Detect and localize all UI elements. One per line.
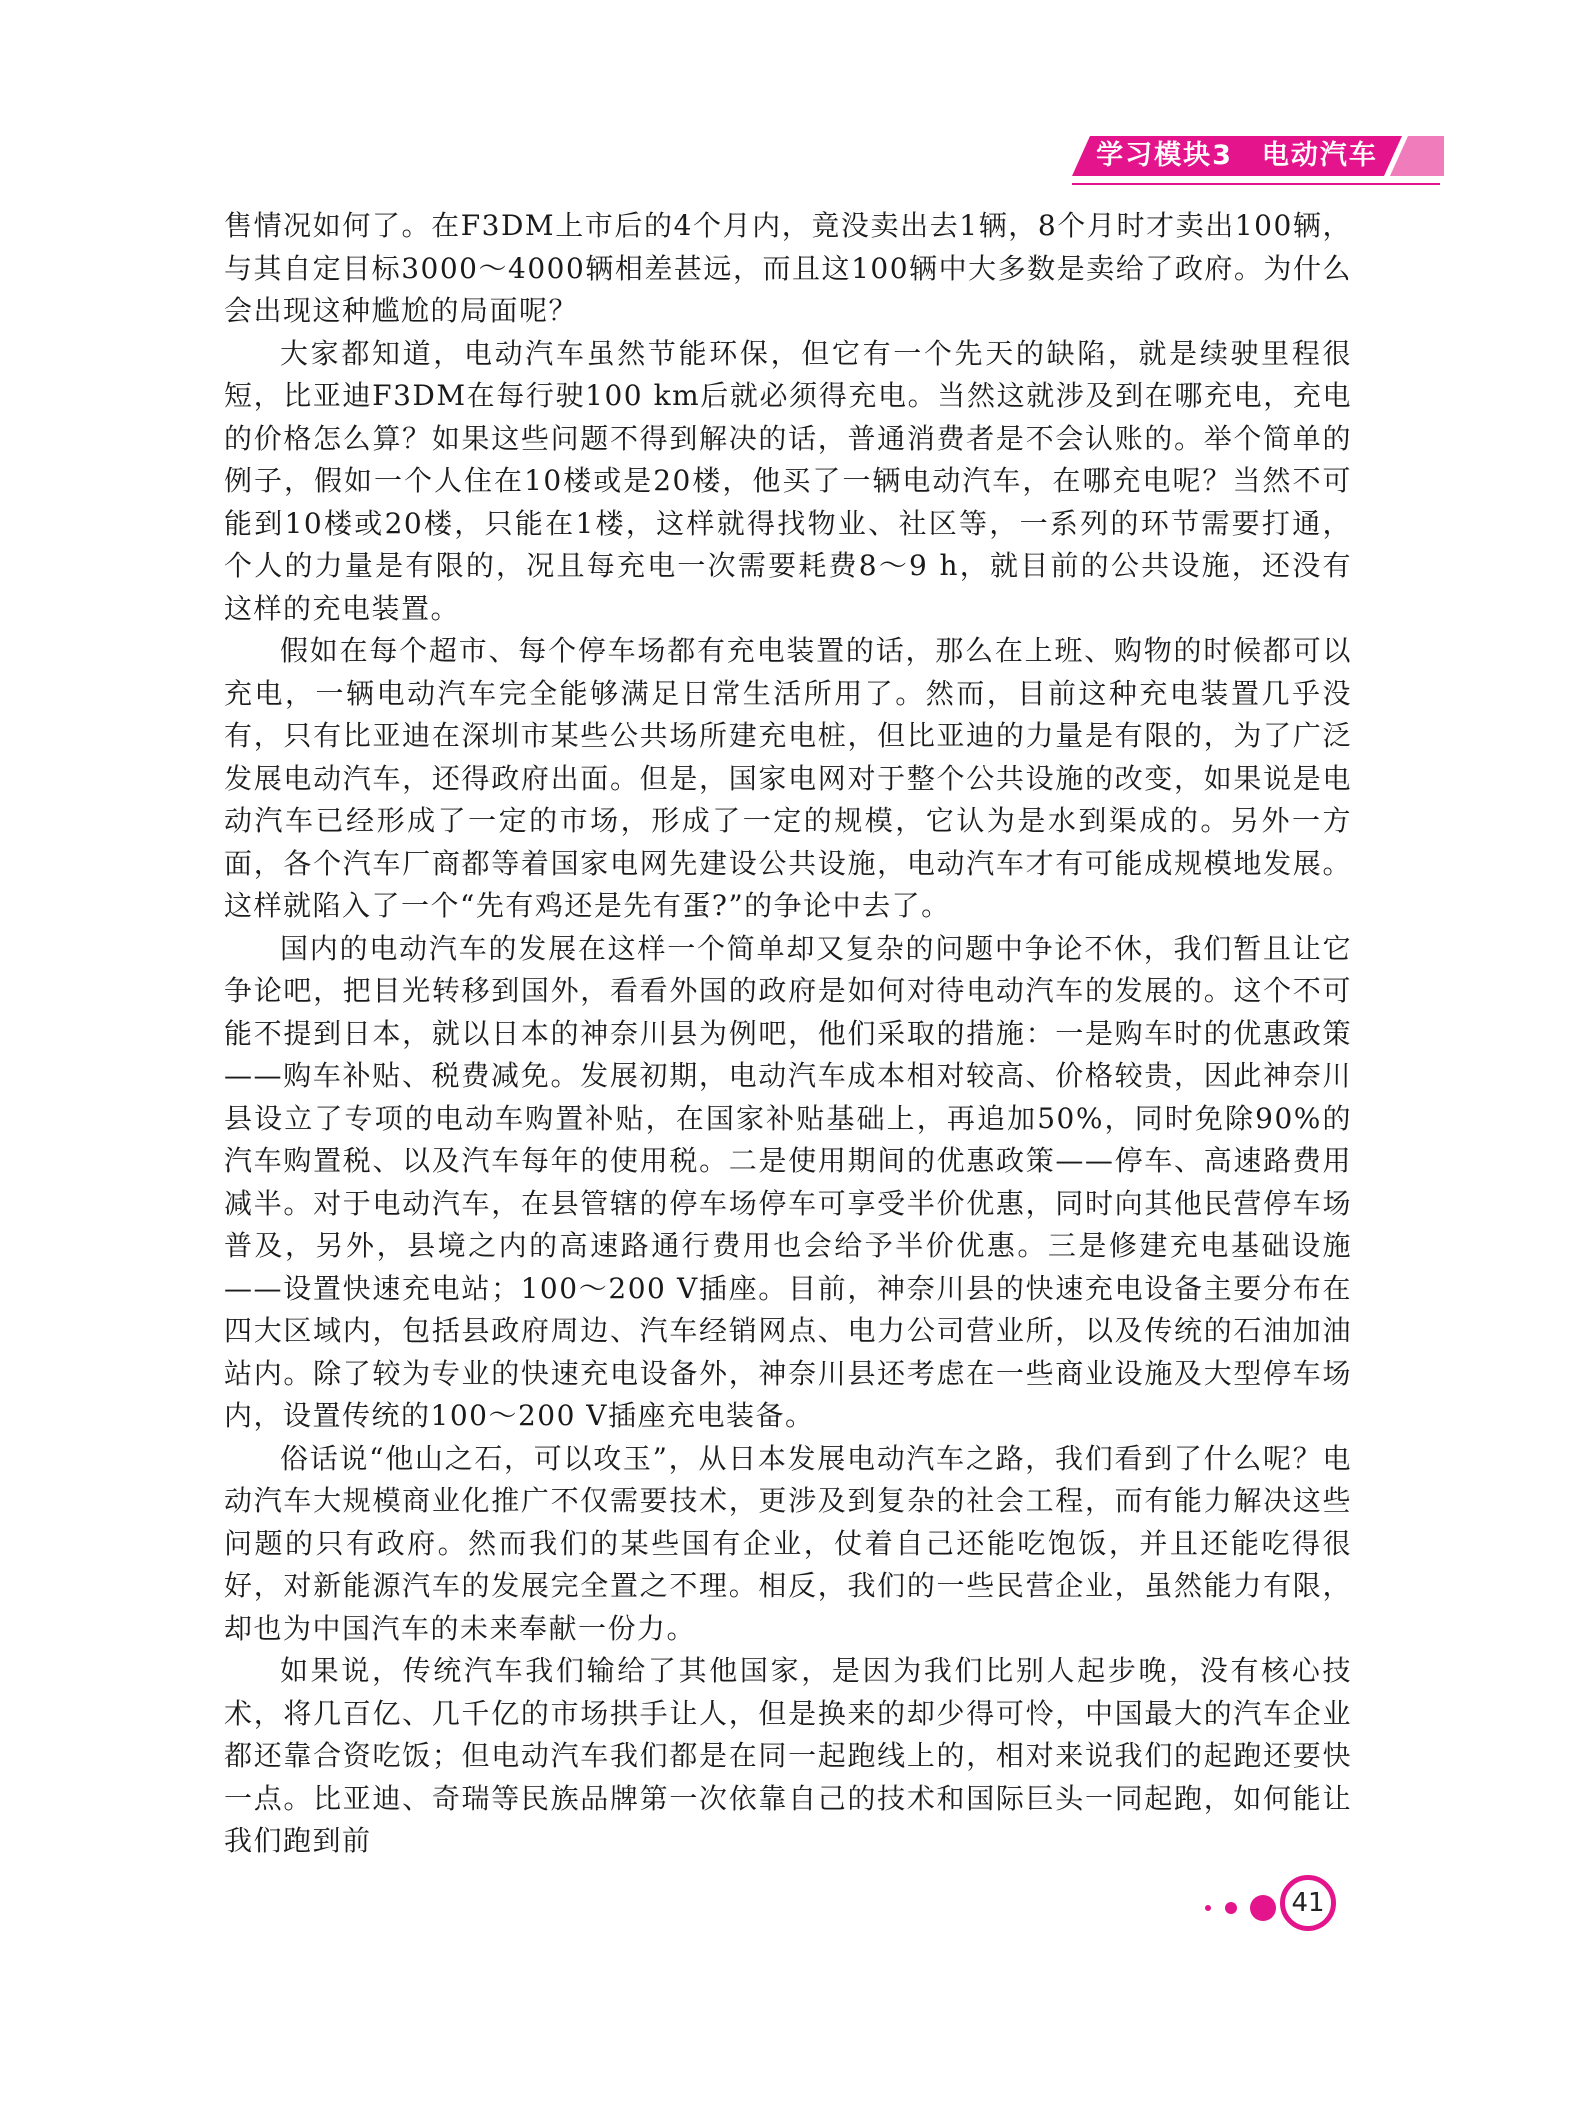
- paragraph-6: 如果说，传统汽车我们输给了其他国家，是因为我们比别人起步晚，没有核心技术，将几百亿、几千亿的市场拱手让人，但是换来的却少得可怜，中国最大的汽车企业都还靠合资吃饭；但电动汽车我们都是在同一起跑线上的，相对来说我们的起跑还要快一点。比亚迪、奇瑞等民族品牌第一次依靠自己的技术和国际巨头一同起跑，如何能让我们跑到前: [224, 1654, 1352, 1857]
- paragraph-5: 俗话说“他山之石，可以攻玉”，从日本发展电动汽车之路，我们看到了什么呢？电动汽车大规模商业化推广不仅需要技术，更涉及到复杂的社会工程，而有能力解决这些问题的只有政府。然而我们的某些国有企业，仗着自己还能吃饱饭，并且还能吃得很好，对新能源汽车的发展完全置之不理。相反，我们的一些民营企业，虽然能力有限，却也为中国汽车的未来奉献一份力。: [224, 1441, 1352, 1645]
- header-rule: [1072, 183, 1440, 185]
- paragraph-4: 国内的电动汽车的发展在这样一个简单却又复杂的问题中争论不休，我们暂且让它争论吧，把目光转移到国外，看看外国的政府是如何对待电动汽车的发展的。这个不可能不提到日本，就以日本的神奈川县为例吧，他们采取的措施：一是购车时的优惠政策——购车补贴、税费减免。发展初期，电动汽车成本相对较高、价格较贵，因此神奈川县设立了专项的电动车购置补贴，在国家补贴基础上，再追加50%，同时免除90%的汽车购置税、以及汽车每年的使用税。二是使用期间的优惠政策——停车、高速路费用减半。对于电动汽车，在县管辖的停车场停车可享受半价优惠，同时向其他民营停车场普及，另外，县境之内的高速路通行费用也会给予半价优惠。三是修建充电基础设施——设置快速充电站；100～200 V插座。目前，神奈川县的快速充电设备主要分布在四大区域内，包括县政府周边、汽车经销网点、电力公司营业所，以及传统的石油加油站内。除了较为专业的快速充电设备外，神奈川县还考虑在一些商业设施及大型停车场内，设置传统的100～200 V插座充电装备。: [224, 931, 1352, 1432]
- folio-dot-large: [1250, 1895, 1276, 1921]
- module-title: 学习模块3 电动汽车: [1096, 140, 1378, 171]
- folio-dot-small: [1205, 1905, 1211, 1911]
- page-number: 41: [1291, 1888, 1325, 1918]
- body-text: [224, 205, 1352, 1863]
- paragraph-3: 假如在每个超市、每个停车场都有充电装置的话，那么在上班、购物的时候都可以充电，一辆电动汽车完全能够满足日常生活所用了。然而，目前这种充电装置几乎没有，只有比亚迪在深圳市某些公共场所建充电桩，但比亚迪的力量是有限的，为了广泛发展电动汽车，还得政府出面。但是，国家电网对于整个公共设施的改变，如果说是电动汽车已经形成了一定的市场，形成了一定的规模，它认为是水到渠成的。另外一方面，各个汽车厂商都等着国家电网先建设公共设施，电动汽车才有可能成规模地发展。这样就陷入了一个“先有鸡还是先有蛋?”的争论中去了。: [224, 634, 1352, 922]
- paragraph-1: 售情况如何了。在F3DM上市后的4个月内，竟没卖出去1辆，8个月时才卖出100辆，与其自定目标3000～4000辆相差甚远，而且这100辆中大多数是卖给了政府。为什么会出现这种尴尬的局面呢？: [224, 209, 1352, 327]
- folio-dot-medium: [1225, 1902, 1237, 1914]
- paragraph-2: 大家都知道，电动汽车虽然节能环保，但它有一个先天的缺陷，就是续驶里程很短，比亚迪F3DM在每行驶100 km后就必须得充电。当然这就涉及到在哪充电，充电的价格怎么算？如果这些问题不得到解决的话，普通消费者是不会认账的。举个简单的例子，假如一个人住在10楼或是20楼，他买了一辆电动汽车，在哪充电呢？当然不可能到10楼或20楼，只能在1楼，这样就得找物业、社区等，一系列的环节需要打通，个人的力量是有限的，况且每充电一次需要耗费8～9 h，就目前的公共设施，还没有这样的充电装置。: [224, 336, 1352, 625]
- page-folio: [1195, 1873, 1355, 1943]
